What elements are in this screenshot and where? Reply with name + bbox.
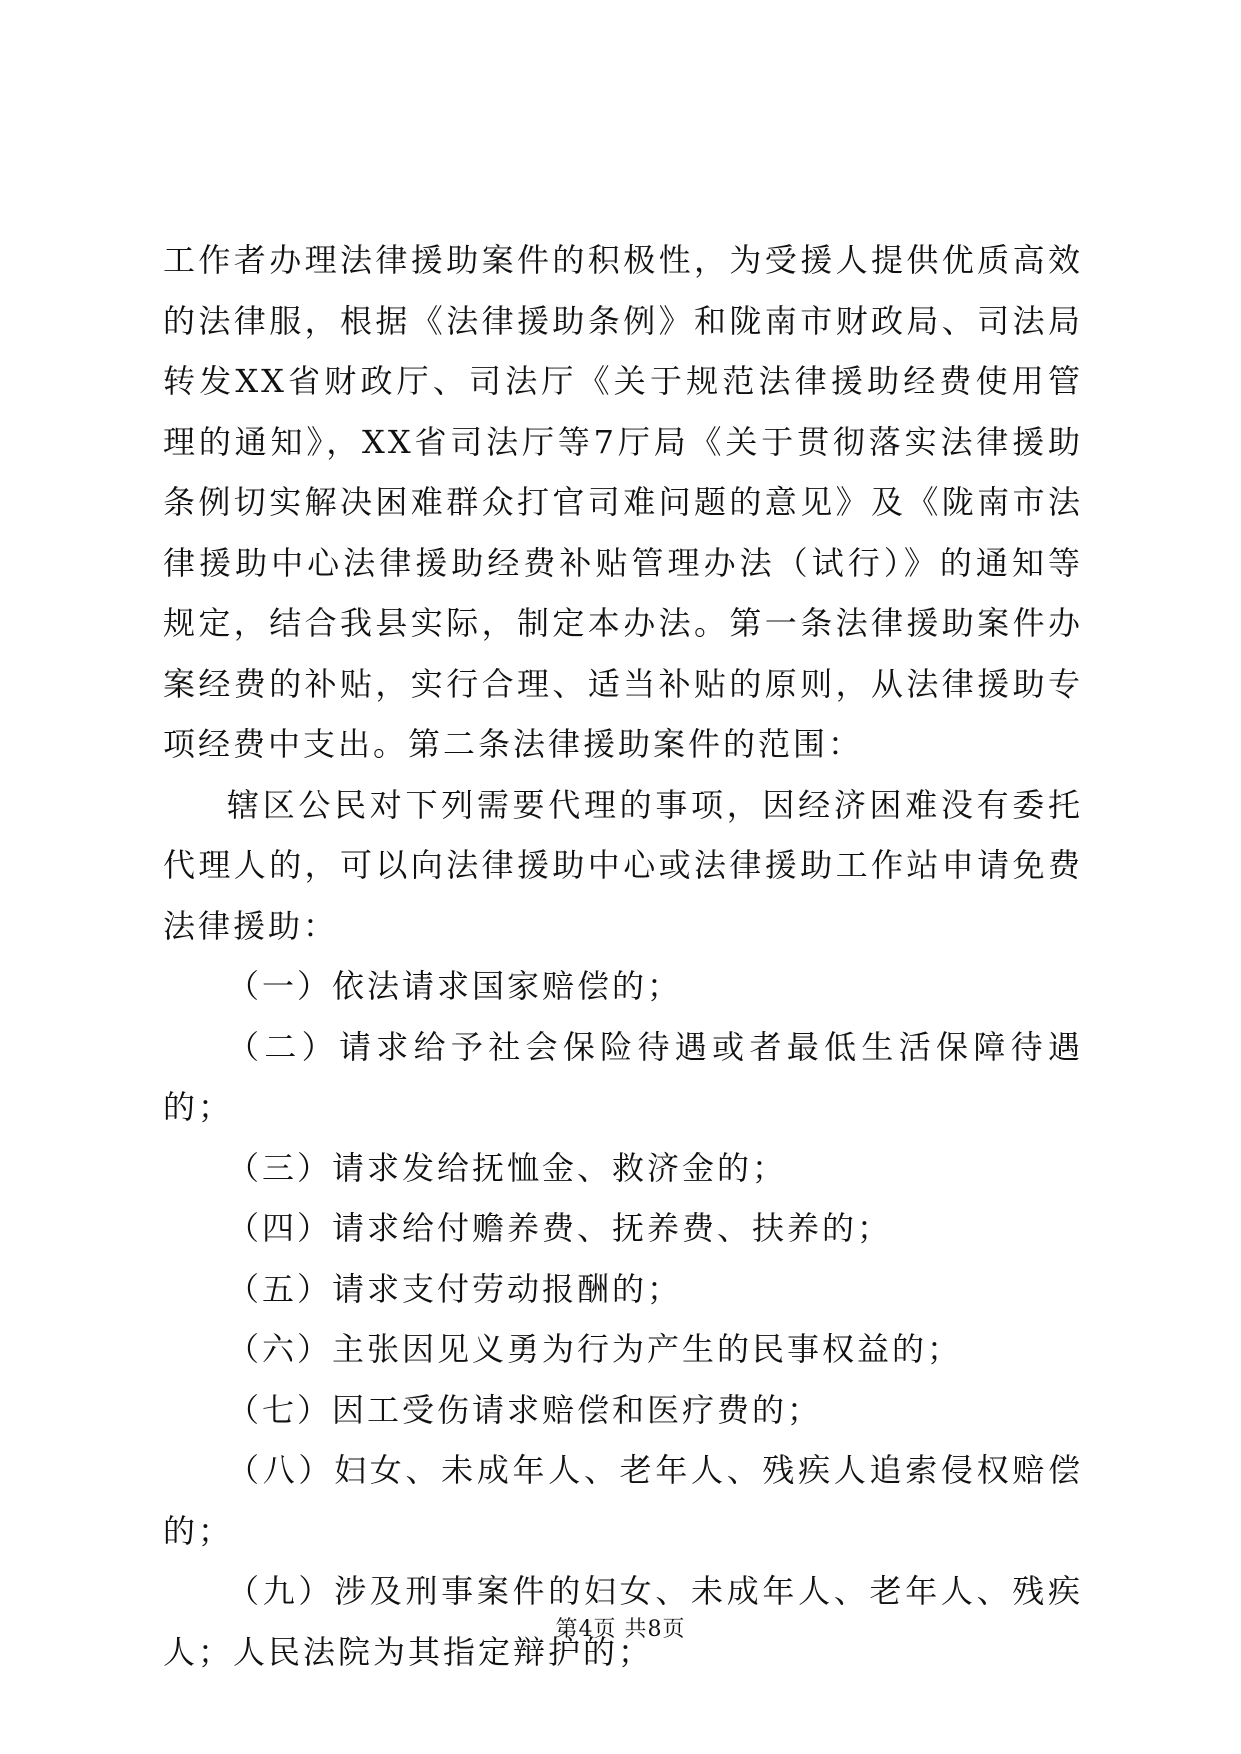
paragraph-intro: 工作者办理法律援助案件的积极性，为受援人提供优质高效的法律服，根据《法律援助条例》和陇南市财政局、司法局转发XX省财政厅、司法厅《关于规范法律援助经费使用管理的通知》，XX省司法厅等7厅局《关于贯彻落实法律援助条例切实解决困难群众打官司难问题的意见》及《陇南市法律援助中心法律援助经费补贴管理办法（试行）》的通知等规定，结合我县实际，制定本办法。第一条法律援助案件办案经费的补贴，实行合理、适当补贴的原则，从法律援助专项经费中支出。第二条法律援助案件的范围： bbox=[163, 241, 1083, 763]
list-item-8: （八）妇女、未成年人、老年人、残疾人追索侵权赔偿的； bbox=[163, 1451, 1083, 1550]
list-item-6: （六）主张因见义勇为行为产生的民事权益的； bbox=[227, 1330, 963, 1368]
list-item-2: （二）请求给予社会保险待遇或者最低生活保障待遇的； bbox=[163, 1027, 1083, 1126]
list-item-9: （九）涉及刑事案件的妇女、未成年人、老年人、残疾人；人民法院为其指定辩护的； bbox=[163, 1572, 1083, 1671]
list-item-1: （一）依法请求国家赔偿的； bbox=[227, 967, 683, 1005]
list-item-7: （七）因工受伤请求赔偿和医疗费的； bbox=[227, 1390, 823, 1429]
list-item-4: （四）请求给付赡养费、抚养费、扶养的； bbox=[227, 1209, 893, 1247]
document-body bbox=[163, 230, 1083, 1682]
page-footer: 第4页 共8页 bbox=[555, 1617, 686, 1642]
list-item-3: （三）请求发给抚恤金、救济金的； bbox=[227, 1148, 788, 1187]
paragraph-eligibility: 辖区公民对下列需要代理的事项，因经济困难没有委托代理人的，可以向法律援助中心或法律援助工作站申请免费法律援助： bbox=[163, 785, 1083, 945]
list-item-5: （五）请求支付劳动报酬的； bbox=[227, 1269, 683, 1308]
